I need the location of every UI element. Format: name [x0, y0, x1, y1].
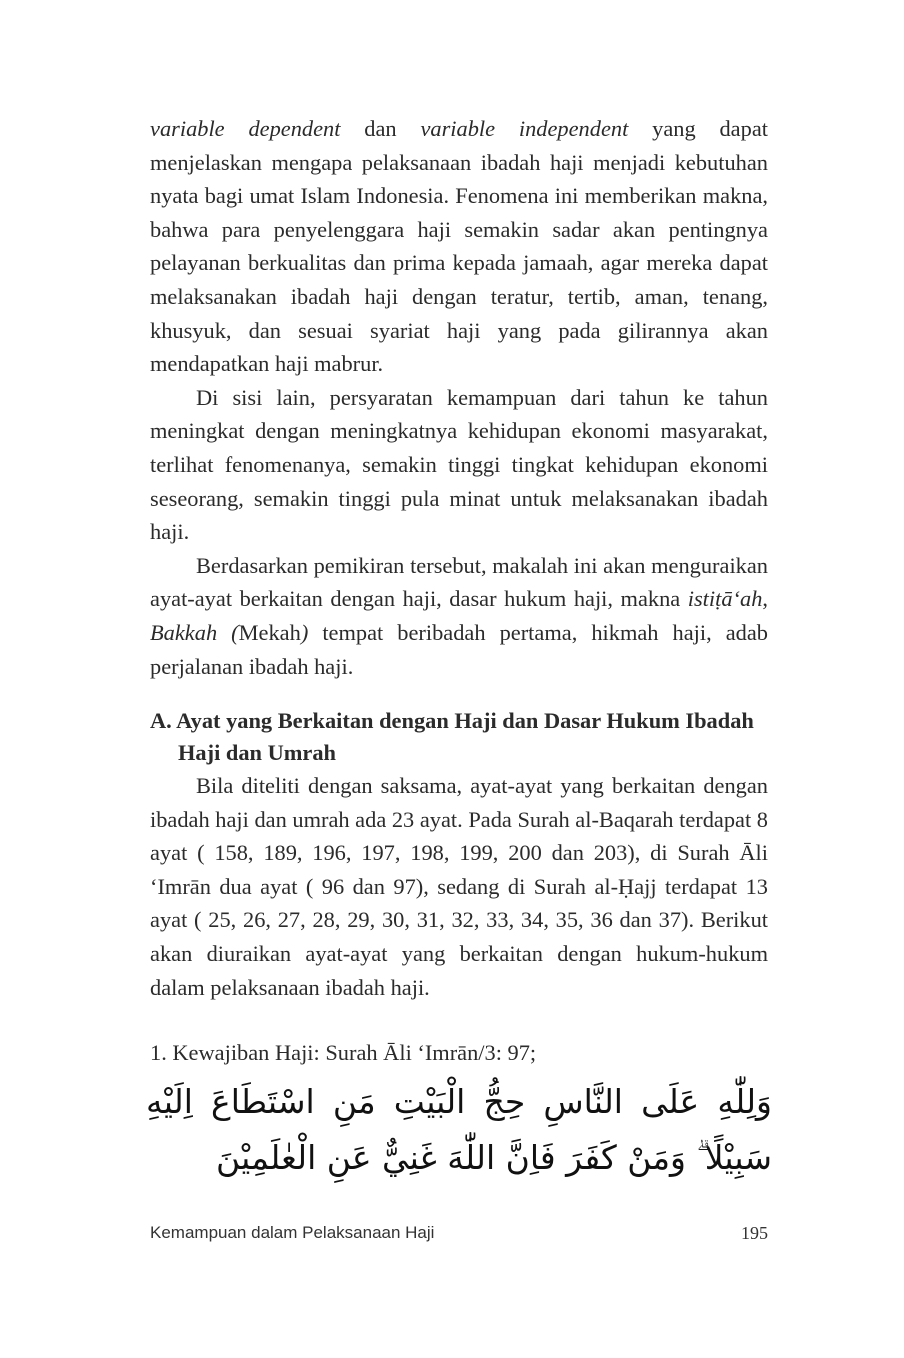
page-footer — [150, 1223, 768, 1247]
text-span: yang dapat menjelaskan mengapa pelaksanaan ibadah haji menjadi kebutuhan nyata bagi umat Islam Indonesia. Fenomena ini memberikan makna, bahwa para penyelenggara haji semakin sadar akan pentingnya pelayanan berkualitas dan prima kepada jamaah, agar mereka dapat melaksanakan ibadah haji dengan teratur, tertib, aman, tenang, khusyuk, dan sesuai syariat haji yang pada gilirannya akan mendapatkan haji mabrur. — [150, 116, 768, 377]
italic-term: istiṭā‘ah — [687, 586, 763, 612]
paragraph-1 — [150, 112, 768, 381]
running-title: Kemampuan dalam Pelaksanaan Haji — [150, 1223, 435, 1242]
arabic-verse: وَلِلّٰهِ عَلَى النَّاسِ حِجُّ الْبَيْتِ مَنِ اسْتَطَاعَ اِلَيْهِ سَبِيْلًا ۗ وَمَنْ كَفَرَ فَاِنَّ اللّٰهَ غَنِيٌّ عَنِ الْعٰلَمِيْنَ — [146, 1082, 772, 1177]
section-body: Bila diteliti dengan saksama, ayat-ayat yang berkaitan dengan ibadah haji dan umrah ada 23 ayat. Pada Surah al-Baqarah terdapat 8 ayat ( 158, 189, 196, 197, 198, 199, 200 dan 203), di Surah Āli ‘Imrān dua ayat ( 96 dan 97), sedang di Surah al-Ḥajj terdapat 13 ayat ( 25, 26, 27, 28, 29, 30, 31, 32, 33, 34, 35, 36 dan 37). Berikut akan diuraikan ayat-ayat yang berkaitan dengan hukum-hukum dalam pelaksanaan ibadah haji. — [150, 773, 768, 1000]
text-span: , — [762, 586, 768, 612]
text-span: tempat beribadah pertama, hikmah haji, adab perjalanan ibadah haji. — [150, 619, 768, 679]
italic-term: variable dependent — [150, 116, 341, 141]
section-heading: A. Ayat yang Berkaitan dengan Haji dan Dasar Hukum Ibadah Haji dan Umrah — [150, 708, 754, 766]
page-number: 195 — [741, 1223, 768, 1243]
italic-term: variable independent — [420, 116, 629, 141]
paragraph-2: Di sisi lain, persyaratan kemampuan dari tahun ke tahun meningkat dengan meningkatnya kehidupan ekonomi masyarakat, terlihat fenomenanya, semakin tinggi tingkat kehidupan ekonomi seseorang, semakin tinggi pula minat untuk melaksanakan ibadah haji. — [150, 384, 768, 545]
italic-term: Bakkah ( — [150, 619, 239, 645]
italic-term: ) — [300, 619, 309, 645]
paragraph-3 — [150, 549, 768, 683]
list-item-1: 1. Kewajiban Haji: Surah Āli ‘Imrān/3: 97; — [150, 1040, 537, 1065]
text-span: dan — [340, 116, 421, 141]
text-span: Mekah — [238, 619, 301, 645]
text-span: Berdasarkan pemikiran tersebut, makalah ini akan menguraikan ayat-ayat berkaitan dengan haji, dasar hukum haji, makna — [150, 552, 768, 612]
main-text — [150, 112, 768, 1004]
